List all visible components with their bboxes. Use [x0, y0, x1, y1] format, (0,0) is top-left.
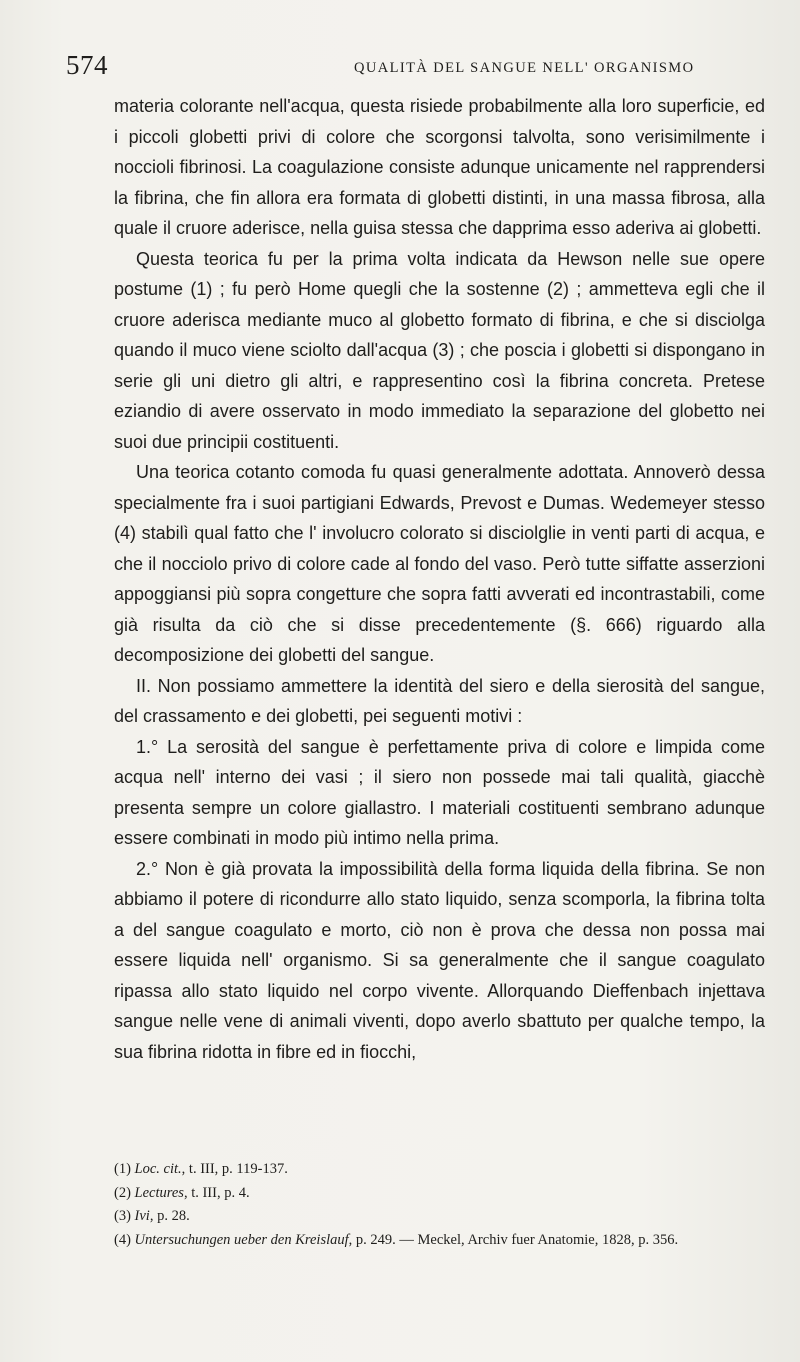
footnote-ref: , p. 249. — Meckel, Archiv fuer Anatomie, 1828, p. 356. — [348, 1231, 679, 1248]
paragraph: Questa teorica fu per la prima volta indicata da Hewson nelle sue opere postume (1) ; fu però Home quegli che la sostenne (2) ; ammetteva egli che il cruore aderisca mediante muco al globetto formato di fibrina, e che si disciolga quando il muco viene sciolto dall'acqua (3) ; che poscia i globetti si dispongano in serie gli uni dietro gli altri, e rappresentino così la fibrina concreta. Pretese eziandio di avere osservato in modo immediato la separazione del globetto nei suoi due principii costituenti. — [114, 248, 765, 452]
paragraph: materia colorante nell'acqua, questa risiede probabilmente alla loro superficie, ed i piccoli globetti privi di colore che scorgonsi talvolta, sono verisimilmente i noccioli fibrinosi. La coagulazione consiste adunque unicamente nel rapprendersi la fibrina, che fin allora era formata di globetti distinti, in una massa fibrosa, alla quale il cruore aderisce, nella guisa stessa che dapprima esso aderiva ai globetti. — [114, 96, 765, 238]
paragraph: 2.° Non è già provata la impossibilità della forma liquida della fibrina. Se non abbiamo il potere di ricondurre allo stato liquido, senza scomporla, la fibrina tolta a del sangue coagulato e morto, ciò non è prova che dessa non possa mai essere liquida nell' organismo. Si sa generalmente che il sangue coagulato ripassa allo stato liquido nel corpo vivente. Allorquando Dieffenbach injettava sangue nelle vene di animali viventi, dopo averlo sbattuto per qualche tempo, la sua fibrina ridotta in fibre ed in fiocchi, — [114, 858, 765, 1062]
footnote-title: Ivi — [134, 1208, 150, 1225]
body-text — [114, 91, 765, 1067]
paragraph: Una teorica cotanto comoda fu quasi generalmente adottata. Annoverò dessa specialmente fra i suoi partigiani Edwards, Prevost e Dumas. Wedemeyer stesso (4) stabilì qual fatto che l' involucro colorato si disciolglie in venti parti di acqua, e che il nocciolo privo di colore cade al fondo del vaso. Però tutte siffatte asserzioni appoggiansi più sopra congetture che sopra fatti avverati ed incontrastabili, come già risulta da ciò che si disse precedentemente (§. 666) riguardo alla decomposizione dei globetti del sangue. — [114, 462, 765, 665]
footnote-title: Loc. cit. — [134, 1161, 182, 1177]
footnote-ref: , p. 28. — [149, 1208, 190, 1225]
paragraph: II. Non possiamo ammettere la identità del siero e della sierosità del sangue, del crassamento e dei globetti, pei seguenti motivi : — [114, 675, 765, 726]
paragraph: 1.° La serosità del sangue è perfettamente priva di colore e limpida come acqua nell' interno dei vasi ; il siero non possede mai tali qualità, giacchè presenta sempre un colore giallastro. I materiali costituenti sembrano adunque essere combinati in modo più intimo nella prima. — [114, 736, 765, 848]
page-header — [66, 50, 756, 90]
footnote-mark: (2) — [114, 1184, 131, 1201]
footnote-ref: , t. III, p. 119-137. — [181, 1161, 288, 1177]
footnotes — [114, 1158, 765, 1252]
footnote-mark: (3) — [114, 1208, 131, 1225]
footnote-mark: (4) — [114, 1231, 131, 1248]
running-head: QUALITÀ DEL SANGUE NELL' ORGANISMO — [354, 60, 695, 76]
footnote — [114, 1229, 765, 1253]
footnote-mark: (1) — [114, 1161, 131, 1177]
footnote — [114, 1205, 765, 1229]
footnote-title: Lectures — [134, 1184, 184, 1201]
page-number: 574 — [66, 50, 108, 80]
footnote-title: Untersuchungen ueber den Kreislauf — [134, 1231, 349, 1248]
footnote-ref: , t. III, p. 4. — [183, 1184, 250, 1201]
footnote — [114, 1182, 765, 1206]
footnote — [114, 1158, 765, 1182]
